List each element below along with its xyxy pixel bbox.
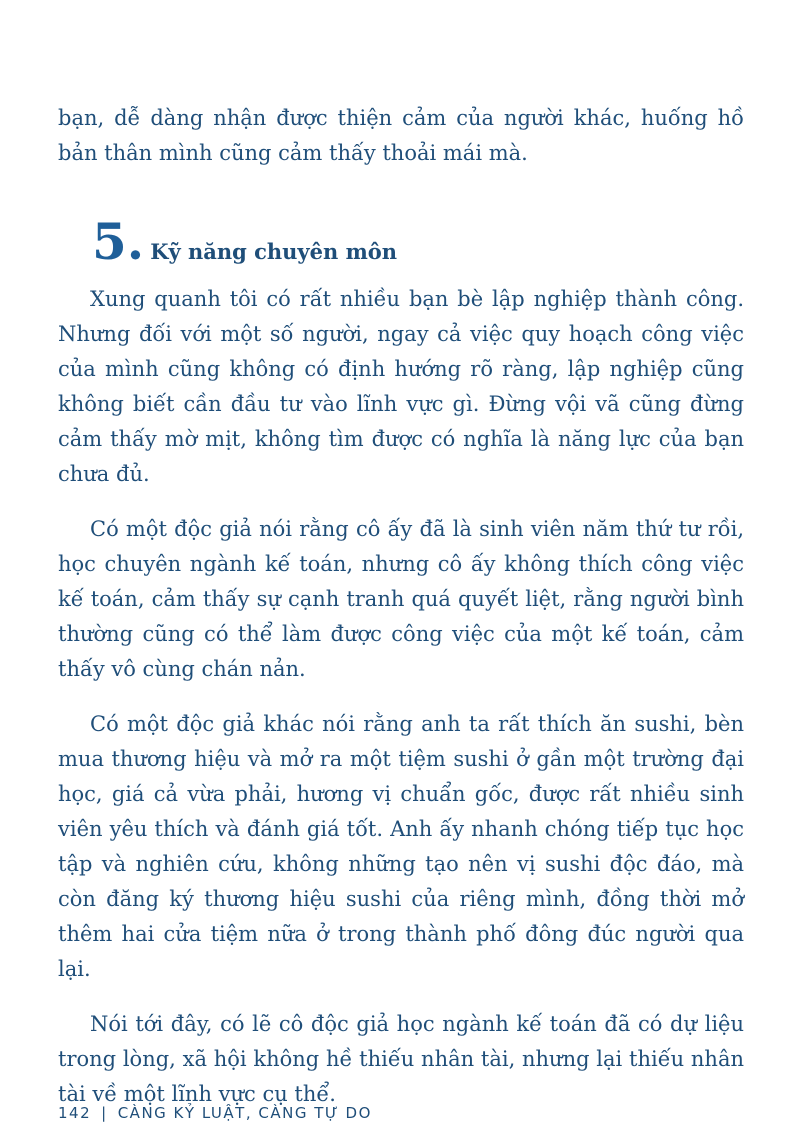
page-footer [58, 1104, 372, 1122]
footer-separator: | [101, 1104, 108, 1122]
section-body [58, 282, 744, 1132]
running-title: CÀNG KỶ LUẬT, CÀNG TỰ DO [117, 1104, 372, 1122]
page-number: 142 [58, 1104, 92, 1122]
paragraph: Có một độc giả nói rằng cô ấy đã là sinh viên năm thứ tư rồi, học chuyên ngành kế toán, nhưng cô ấy không thích công việc kế toán, cảm thấy sự cạnh tranh quá quyết liệt, rằng người bình thường cũng có thể làm được công việc của một kế toán, cảm thấy vô cùng chán nản. [58, 517, 744, 681]
paragraph: Xung quanh tôi có rất nhiều bạn bè lập nghiệp thành công. Nhưng đối với một số người, ngay cả việc quy hoạch công việc của mình cũng không có định hướng rõ ràng, lập nghiệp cũng không biết cần đầu tư vào lĩnh vực gì. Đừng vội vã cũng đừng cảm thấy mờ mịt, không tìm được có nghĩa là năng lực của bạn chưa đủ. [58, 287, 744, 486]
paragraph: Nói tới đây, có lẽ cô độc giả học ngành kế toán đã có dự liệu trong lòng, xã hội không hề thiếu nhân tài, nhưng lại thiếu nhân tài về một lĩnh vực cụ thể. [58, 1012, 744, 1106]
intro-paragraph: bạn, dễ dàng nhận được thiện cảm của người khác, huống hồ bản thân mình cũng cảm thấy thoải mái mà. [58, 106, 744, 165]
section-heading [92, 212, 397, 272]
section-title: Kỹ năng chuyên môn [150, 239, 398, 264]
section-number: 5. [92, 212, 145, 271]
paragraph: Có một độc giả khác nói rằng anh ta rất thích ăn sushi, bèn mua thương hiệu và mở ra một tiệm sushi ở gần một trường đại học, giá cả vừa phải, hương vị chuẩn gốc, được rất nhiều sinh viên yêu thích và đánh giá tốt. Anh ấy nhanh chóng tiếp tục học tập và nghiên cứu, không những tạo nên vị sushi độc đáo, mà còn đăng ký thương hiệu sushi của riêng mình, đồng thời mở thêm hai cửa tiệm nữa ở trong thành phố đông đúc người qua lại. [58, 712, 744, 981]
